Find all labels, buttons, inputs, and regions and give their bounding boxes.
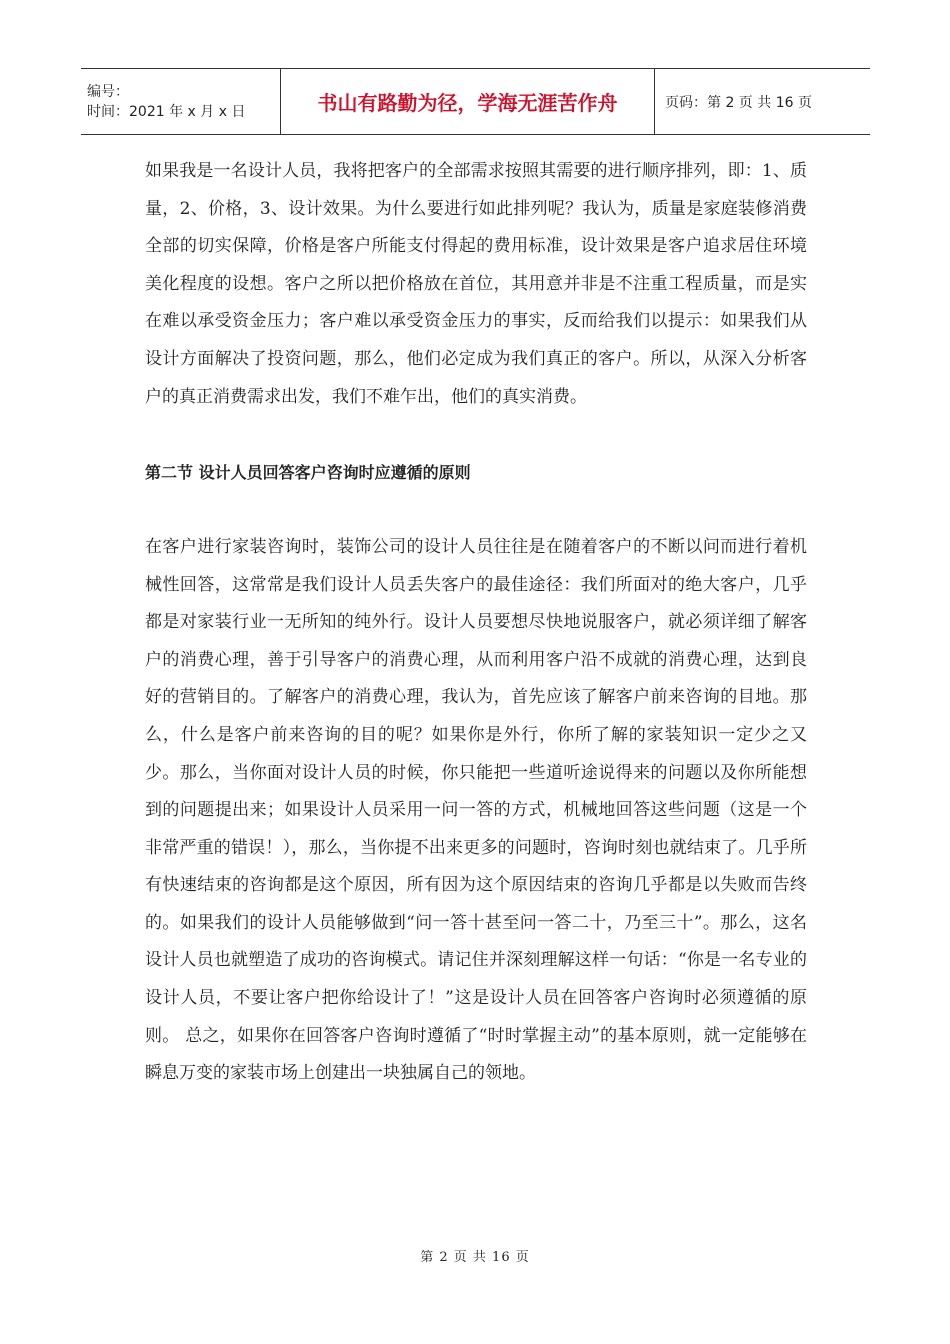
body-paragraph-2: 在客户进行家装咨询时，装饰公司的设计人员往往是在随着客户的不断以问而进行着机械性回答，这常常是我们设计人员丢失客户的最佳途径：我们所面对的绝大客户，几乎都是对家装行业一无所知的纯外行。设计人员要想尽快地说服客户，就必须详细了解客户的消费心理，善于引导客户的消费心理，从而利用客户沿不成就的消费心理，达到良好的营销目的。了解客户的消费心理，我认为，首先应该了解客户前来咨询的目地。那么，什么是客户前来咨询的目的呢？如果你是外行，你所了解的家装知识一定少之又少。那么，当你面对设计人员的时候，你只能把一些道听途说得来的问题以及你所能想到的问题提出来；如果设计人员采用一问一答的方式，机械地回答这些问题（这是一个非常严重的错误！），那么，当你提不出来更多的问题时，咨询时刻也就结束了。几乎所有快速结束的咨询都是这个原因，所有因为这个原因结束的咨询几乎都是以失败而告终的。如果我们的设计人员能够做到“问一答十甚至问一答二十，乃至三十”。那么，这名设计人员也就塑造了成功的咨询模式。请记住并深刻理解这样一句话：“你是一名专业的设计人员，不要让客户把你给设计了！”这是设计人员在回答客户咨询时必须遵循的原则。 总之，如果你在回答客户咨询时遵循了“时时掌握主动”的基本原则，就一定能够在瞬息万变的家装市场上创建出一块独属自己的领地。 <box>145 536 807 1084</box>
header-meta <box>81 69 281 134</box>
header-motto: 书山有路勤为径，学海无涯苦作舟 <box>281 69 655 134</box>
paragraph-spacer <box>145 416 807 454</box>
body-paragraph-1: 如果我是一名设计人员，我将把客户的全部需求按照其需要的进行顺序排列，即：1、质量，2、价格，3、设计效果。为什么要进行如此排列呢？我认为，质量是家庭装修消费全部的切实保障，价格是客户所能支付得起的费用标准，设计效果是客户追求居住环境美化程度的设想。客户之所以把价格放在首位，其用意并非是不注重工程质量，而是实在难以承受资金压力；客户难以承受资金压力的事实，反而给我们以提示：如果我们从设计方面解决了投资问题，那么，他们必定成为我们真正的客户。所以，从深入分析客户的真正消费需求出发，我们不难乍出，他们的真实消费。 <box>145 161 807 407</box>
page-footer: 第 2 页 共 16 页 <box>420 1250 530 1265</box>
document-number-label: 编号： <box>87 83 129 100</box>
page-header <box>81 68 870 135</box>
document-time: 时间：2021 年 x 月 x 日 <box>87 103 246 120</box>
paragraph-spacer <box>145 491 807 529</box>
section-heading: 第二节 设计人员回答客户咨询时应遵循的原则 <box>145 462 471 482</box>
header-page-number: 页码：第 2 页 共 16 页 <box>665 94 812 111</box>
document-body <box>145 153 807 1093</box>
